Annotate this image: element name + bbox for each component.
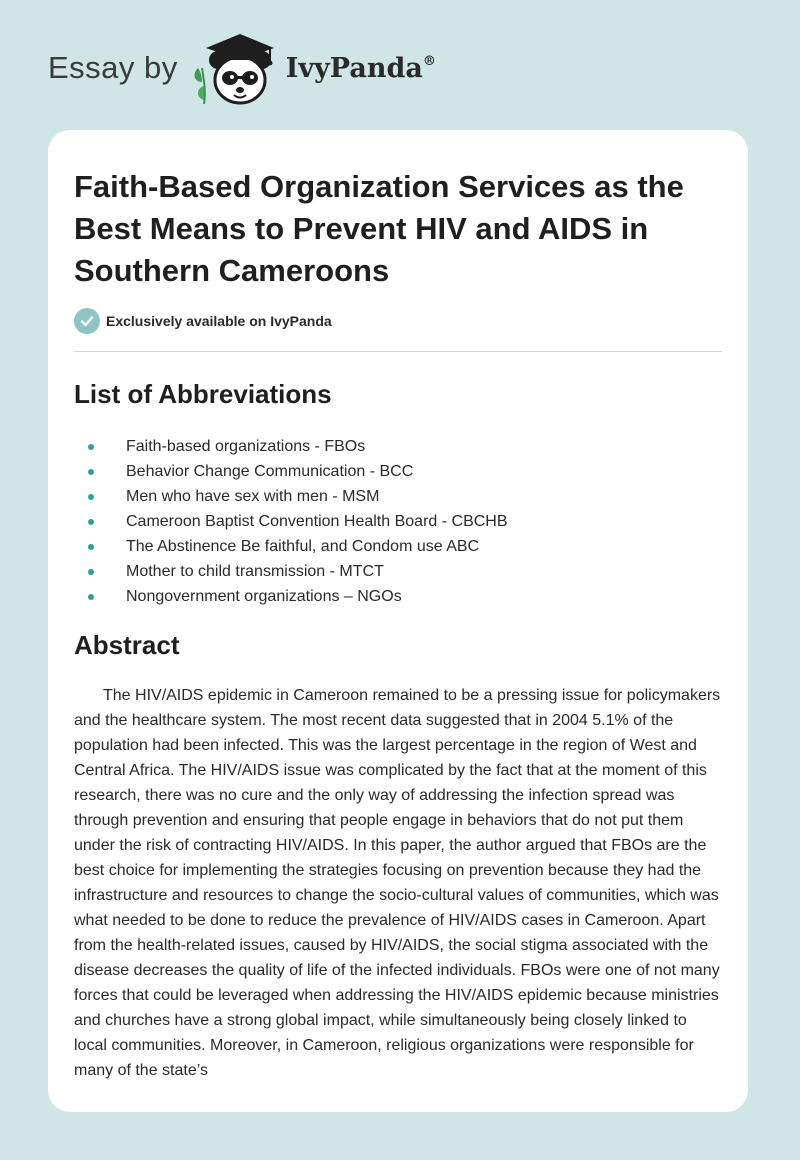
panda-logo-icon[interactable] (190, 28, 286, 108)
brand-prefix: Essay by (48, 50, 178, 85)
abstract-paragraph: The HIV/AIDS epidemic in Cameroon remained to be a pressing issue for policymakers and the healthcare system. The most recent data suggested that in 2004 5.1% of the population had been infected. This was the largest percentage in the region of West and Central Africa. The HIV/AIDS issue was complicated by the fact that at the moment of this research, there was no cure and the only way of addressing the infection spread was through prevention and ensuring that people engage in behaviors that do not put them under the risk of contracting HIV/AIDS. In this paper, the author argued that FBOs are the best choice for implementing the strategies focusing on prevention because they had the infrastructure and resources to change the socio-cultural values of communities, which was what needed to be done to reduce the prevalence of HIV/AIDS cases in Cameroon. Apart from the health-related issues, caused by HIV/AIDS, the social stigma associated with the disease decreases the quality of life of the infected individuals. FBOs were one of not many forces that could be leveraged when addressing the HIV/AIDS epidemic because ministries and churches have a strong global impact, while simultaneously being closely linked to local communities. Moreover, in Cameroon, religious organizations were responsible for many of the state’s (74, 687, 721, 1079)
check-icon (74, 308, 100, 334)
bullet-icon (88, 494, 94, 500)
list-item (74, 534, 722, 559)
list-item-text: Nongovernment organizations – NGOs (126, 588, 402, 605)
list-item-text: Men who have sex with men - MSM (126, 488, 380, 505)
abbreviations-heading: List of Abbreviations (74, 379, 332, 409)
bullet-icon (88, 519, 94, 525)
list-item-text: Behavior Change Communication - BCC (126, 463, 414, 480)
abbreviations-list (74, 434, 722, 609)
bullet-icon (88, 444, 94, 450)
list-item (74, 459, 722, 484)
essay-card (48, 130, 748, 1112)
brand-name[interactable] (286, 53, 436, 84)
exclusive-badge (74, 306, 722, 336)
list-item-text: Mother to child transmission - MTCT (126, 563, 384, 580)
bullet-icon (88, 569, 94, 575)
bullet-icon (88, 544, 94, 550)
list-item (74, 559, 722, 584)
list-item (74, 484, 722, 509)
bullet-icon (88, 469, 94, 475)
essay-title: Faith-Based Organization Services as the Best Means to Prevent HIV and AIDS in Southern Cameroons (74, 169, 684, 288)
list-item (74, 584, 722, 609)
abstract-heading: Abstract (74, 630, 180, 660)
registered-mark: ® (422, 53, 436, 69)
list-item (74, 509, 722, 534)
brand-name-text: IvyPanda (285, 52, 423, 84)
bullet-icon (88, 594, 94, 600)
divider (74, 351, 722, 352)
list-item-text: The Abstinence Be faithful, and Condom use ABC (126, 538, 480, 555)
list-item-text: Faith-based organizations - FBOs (126, 438, 366, 455)
site-header (48, 28, 436, 108)
list-item (74, 434, 722, 459)
list-item-text: Cameroon Baptist Convention Health Board - CBCHB (126, 513, 508, 530)
exclusive-label: Exclusively available on IvyPanda (106, 313, 332, 329)
